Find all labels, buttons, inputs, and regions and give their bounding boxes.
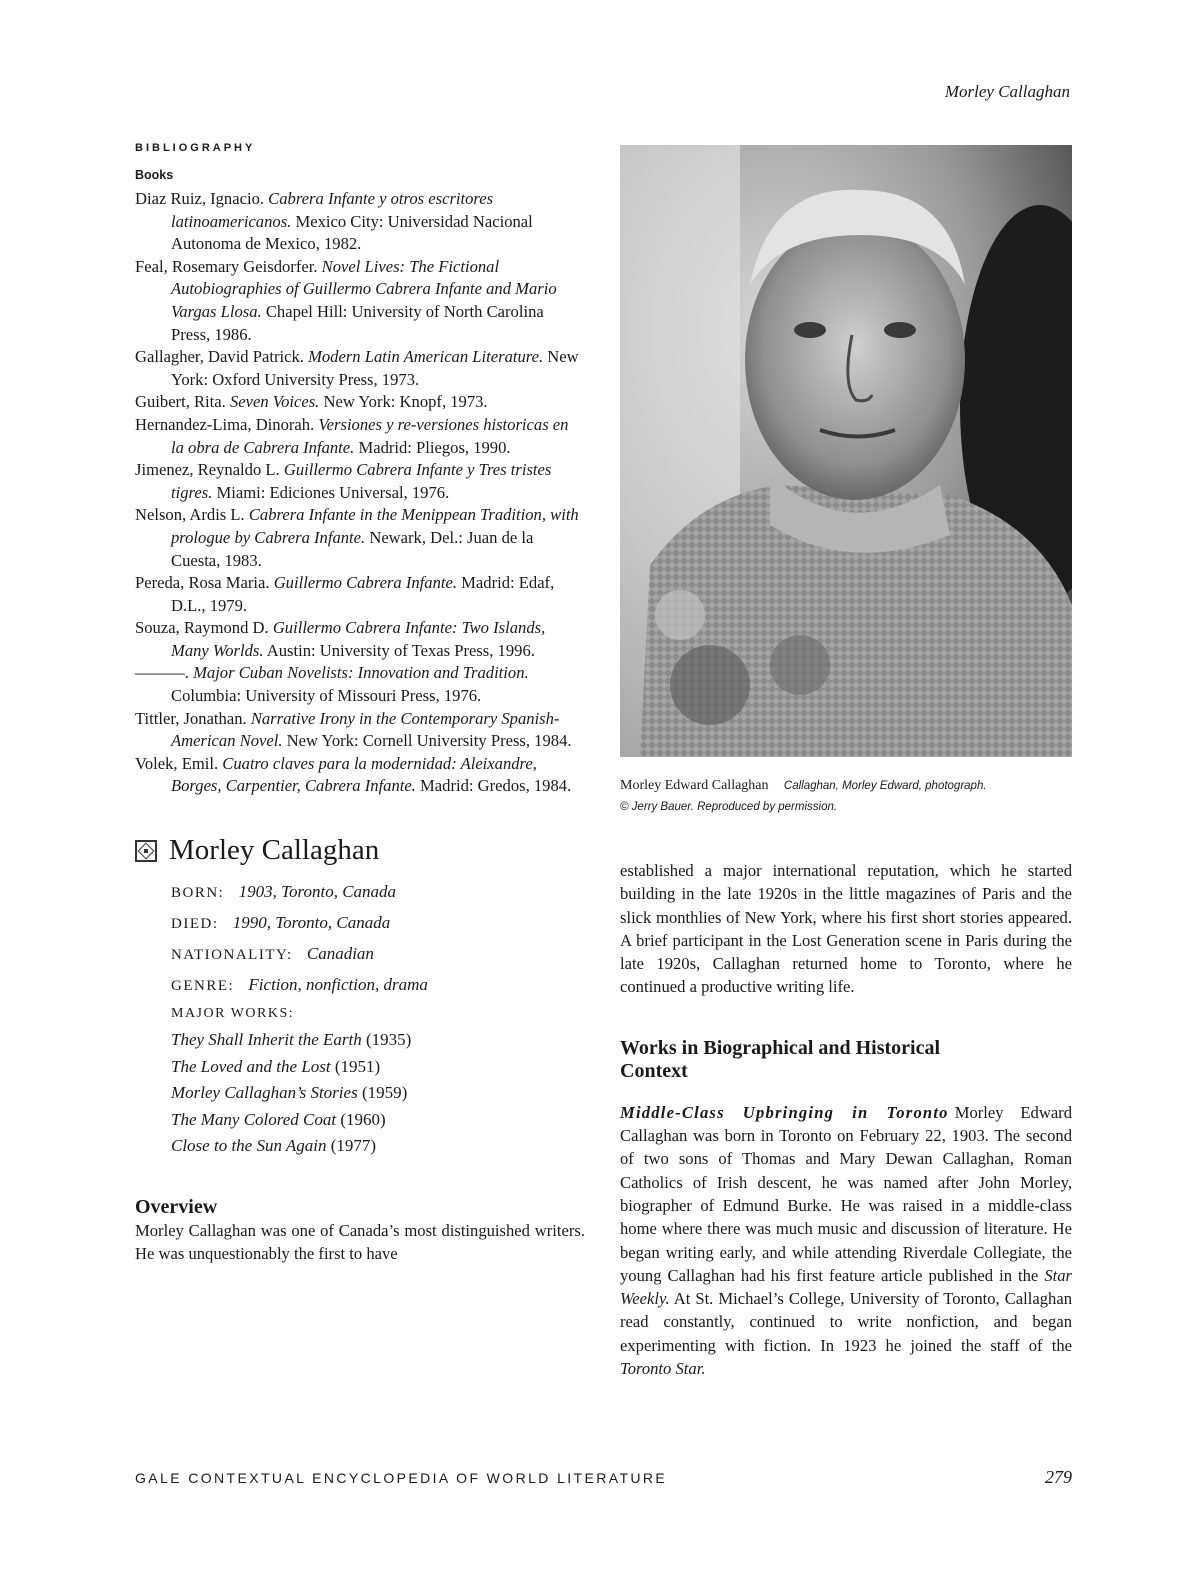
entry-title: Morley Callaghan xyxy=(169,834,380,867)
died-label: DIED: xyxy=(171,916,219,933)
entry-header xyxy=(135,834,585,867)
major-work-item: The Loved and the Lost (1951) xyxy=(171,1056,381,1076)
bib-entry: Gallagher, David Patrick. Modern Latin American Literature. New York: Oxford University Press, 1973. xyxy=(135,347,579,389)
entry-marker-icon xyxy=(135,840,157,862)
bib-entry: Feal, Rosemary Geisdorfer. Novel Lives: The Fictional Autobiographies of Guillermo Cabrera Infante and Mario Vargas Llosa. Chapel Hill: University of North Carolina Press, 1986. xyxy=(135,256,557,344)
works-context-heading: Works in Biographical and Historical Context xyxy=(620,1036,941,1082)
bib-entry: Pereda, Rosa Maria. Guillermo Cabrera Infante. Madrid: Edaf, D.L., 1979. xyxy=(135,573,555,615)
caption-credit: Callaghan, Morley Edward, photograph. xyxy=(783,780,987,792)
nationality-label: NATIONALITY: xyxy=(171,947,293,964)
page-footer xyxy=(135,1467,1072,1488)
genre-row xyxy=(171,970,585,1001)
photo-caption xyxy=(620,775,1072,817)
died-row xyxy=(171,908,585,939)
bib-entry: Nelson, Ardis L. Cabrera Infante in the Menippean Tradition, with prologue by Cabrera Infante. Newark, Del.: Juan de la Cuesta, 1983. xyxy=(135,505,579,570)
genre-value: Fiction, nonfiction, drama xyxy=(248,975,428,995)
bib-entry: Hernandez-Lima, Dinorah. Versiones y re-versiones historicas en la obra de Cabrera Infante. Madrid: Pliegos, 1990. xyxy=(135,414,569,457)
bib-entry: Souza, Raymond D. Guillermo Cabrera Infante: Two Islands, Many Worlds. Austin: University of Texas Press, 1996. xyxy=(135,618,546,660)
bibliography-list xyxy=(135,188,585,798)
page-number: 279 xyxy=(1045,1467,1072,1487)
upbringing-paragraph: Middle-Class Upbringing in Toronto Morley Edward Callaghan was born in Toronto on February 22, 1903. The second of two sons of Thomas and Mary Dewan Callaghan, Roman Catholics of Irish descent, he was named after John Morley, biographer of Edmund Burke. He was raised in a middle-class home where there was much music and discussion of literature. He began writing early, and while attending Riverdale Collegiate, the young Callaghan had his first feature article published in the Star Weekly. At St. Michael’s College, University of Toronto, Callaghan read constantly, continued to write nonfiction, and began experimenting with fiction. In 1923 he joined the staff of the Toronto Star. xyxy=(620,1102,1073,1379)
nationality-row xyxy=(171,939,585,970)
footer-title: GALE CONTEXTUAL ENCYCLOPEDIA OF WORLD LITERATURE xyxy=(135,1470,668,1486)
caption-copyright: © Jerry Bauer. Reproduced by permission. xyxy=(620,801,838,813)
bib-entry: Jimenez, Reynaldo L. Guillermo Cabrera Infante y Tres tristes tigres. Miami: Ediciones Universal, 1976. xyxy=(135,460,552,502)
bib-entry: Diaz Ruiz, Ignacio. Cabrera Infante y otros escritores latinoamericanos. Mexico City: Universidad Nacional Autonoma de Mexico, 1982. xyxy=(135,189,533,254)
born-row xyxy=(171,877,585,908)
author-photo xyxy=(620,145,1072,757)
caption-name: Morley Edward Callaghan xyxy=(620,778,769,793)
overview-continuation: established a major international reputation, which he started building in the late 1920s in the little magazines of Paris and the slick monthlies of New York, where his first short stories appeared. A brief participant in the Lost Generation scene in Paris during the late 1920s, Callaghan returned home to Toronto, where he continued a productive writing life. xyxy=(620,861,1072,997)
major-work-item: Close to the Sun Again (1977) xyxy=(171,1136,377,1156)
born-value: 1903, Toronto, Canada xyxy=(238,882,397,902)
right-column xyxy=(620,145,1072,1380)
major-work-item: They Shall Inherit the Earth (1935) xyxy=(171,1030,412,1050)
overview-text: Morley Callaghan was one of Canada’s most distinguished writers. He was unquestionably the first to have xyxy=(135,1220,585,1263)
genre-label: GENRE: xyxy=(171,978,235,995)
bib-entry: ———. Major Cuban Novelists: Innovation and Tradition. Columbia: University of Missouri Press, 1976. xyxy=(135,663,529,706)
major-work-item: The Many Colored Coat (1960) xyxy=(171,1109,386,1129)
bibliography-heading: BIBLIOGRAPHY xyxy=(135,142,256,154)
bib-entry: Guibert, Rita. Seven Voices. New York: Knopf, 1973. xyxy=(135,392,488,412)
bib-entry: Volek, Emil. Cuatro claves para la modernidad: Aleixandre, Borges, Carpentier, Cabrera Infante. Madrid: Gredos, 1984. xyxy=(135,753,572,796)
nationality-value: Canadian xyxy=(306,944,374,964)
major-work-item: Morley Callaghan’s Stories (1959) xyxy=(171,1083,408,1103)
books-subheading: Books xyxy=(135,168,174,182)
left-column xyxy=(135,142,585,1265)
born-label: BORN: xyxy=(171,885,225,902)
overview-heading: Overview xyxy=(135,1195,218,1218)
running-head: Morley Callaghan xyxy=(944,82,1070,101)
runin-heading: Middle-Class Upbringing in Toronto xyxy=(620,1102,949,1122)
author-portrait-image xyxy=(620,145,1072,757)
major-works-label: MAJOR WORKS: xyxy=(171,1006,295,1022)
died-value: 1990, Toronto, Canada xyxy=(232,913,391,933)
fact-box xyxy=(171,877,585,1160)
bib-entry: Tittler, Jonathan. Narrative Irony in the Contemporary Spanish-American Novel. New York: Cornell University Press, 1984. xyxy=(135,708,572,751)
